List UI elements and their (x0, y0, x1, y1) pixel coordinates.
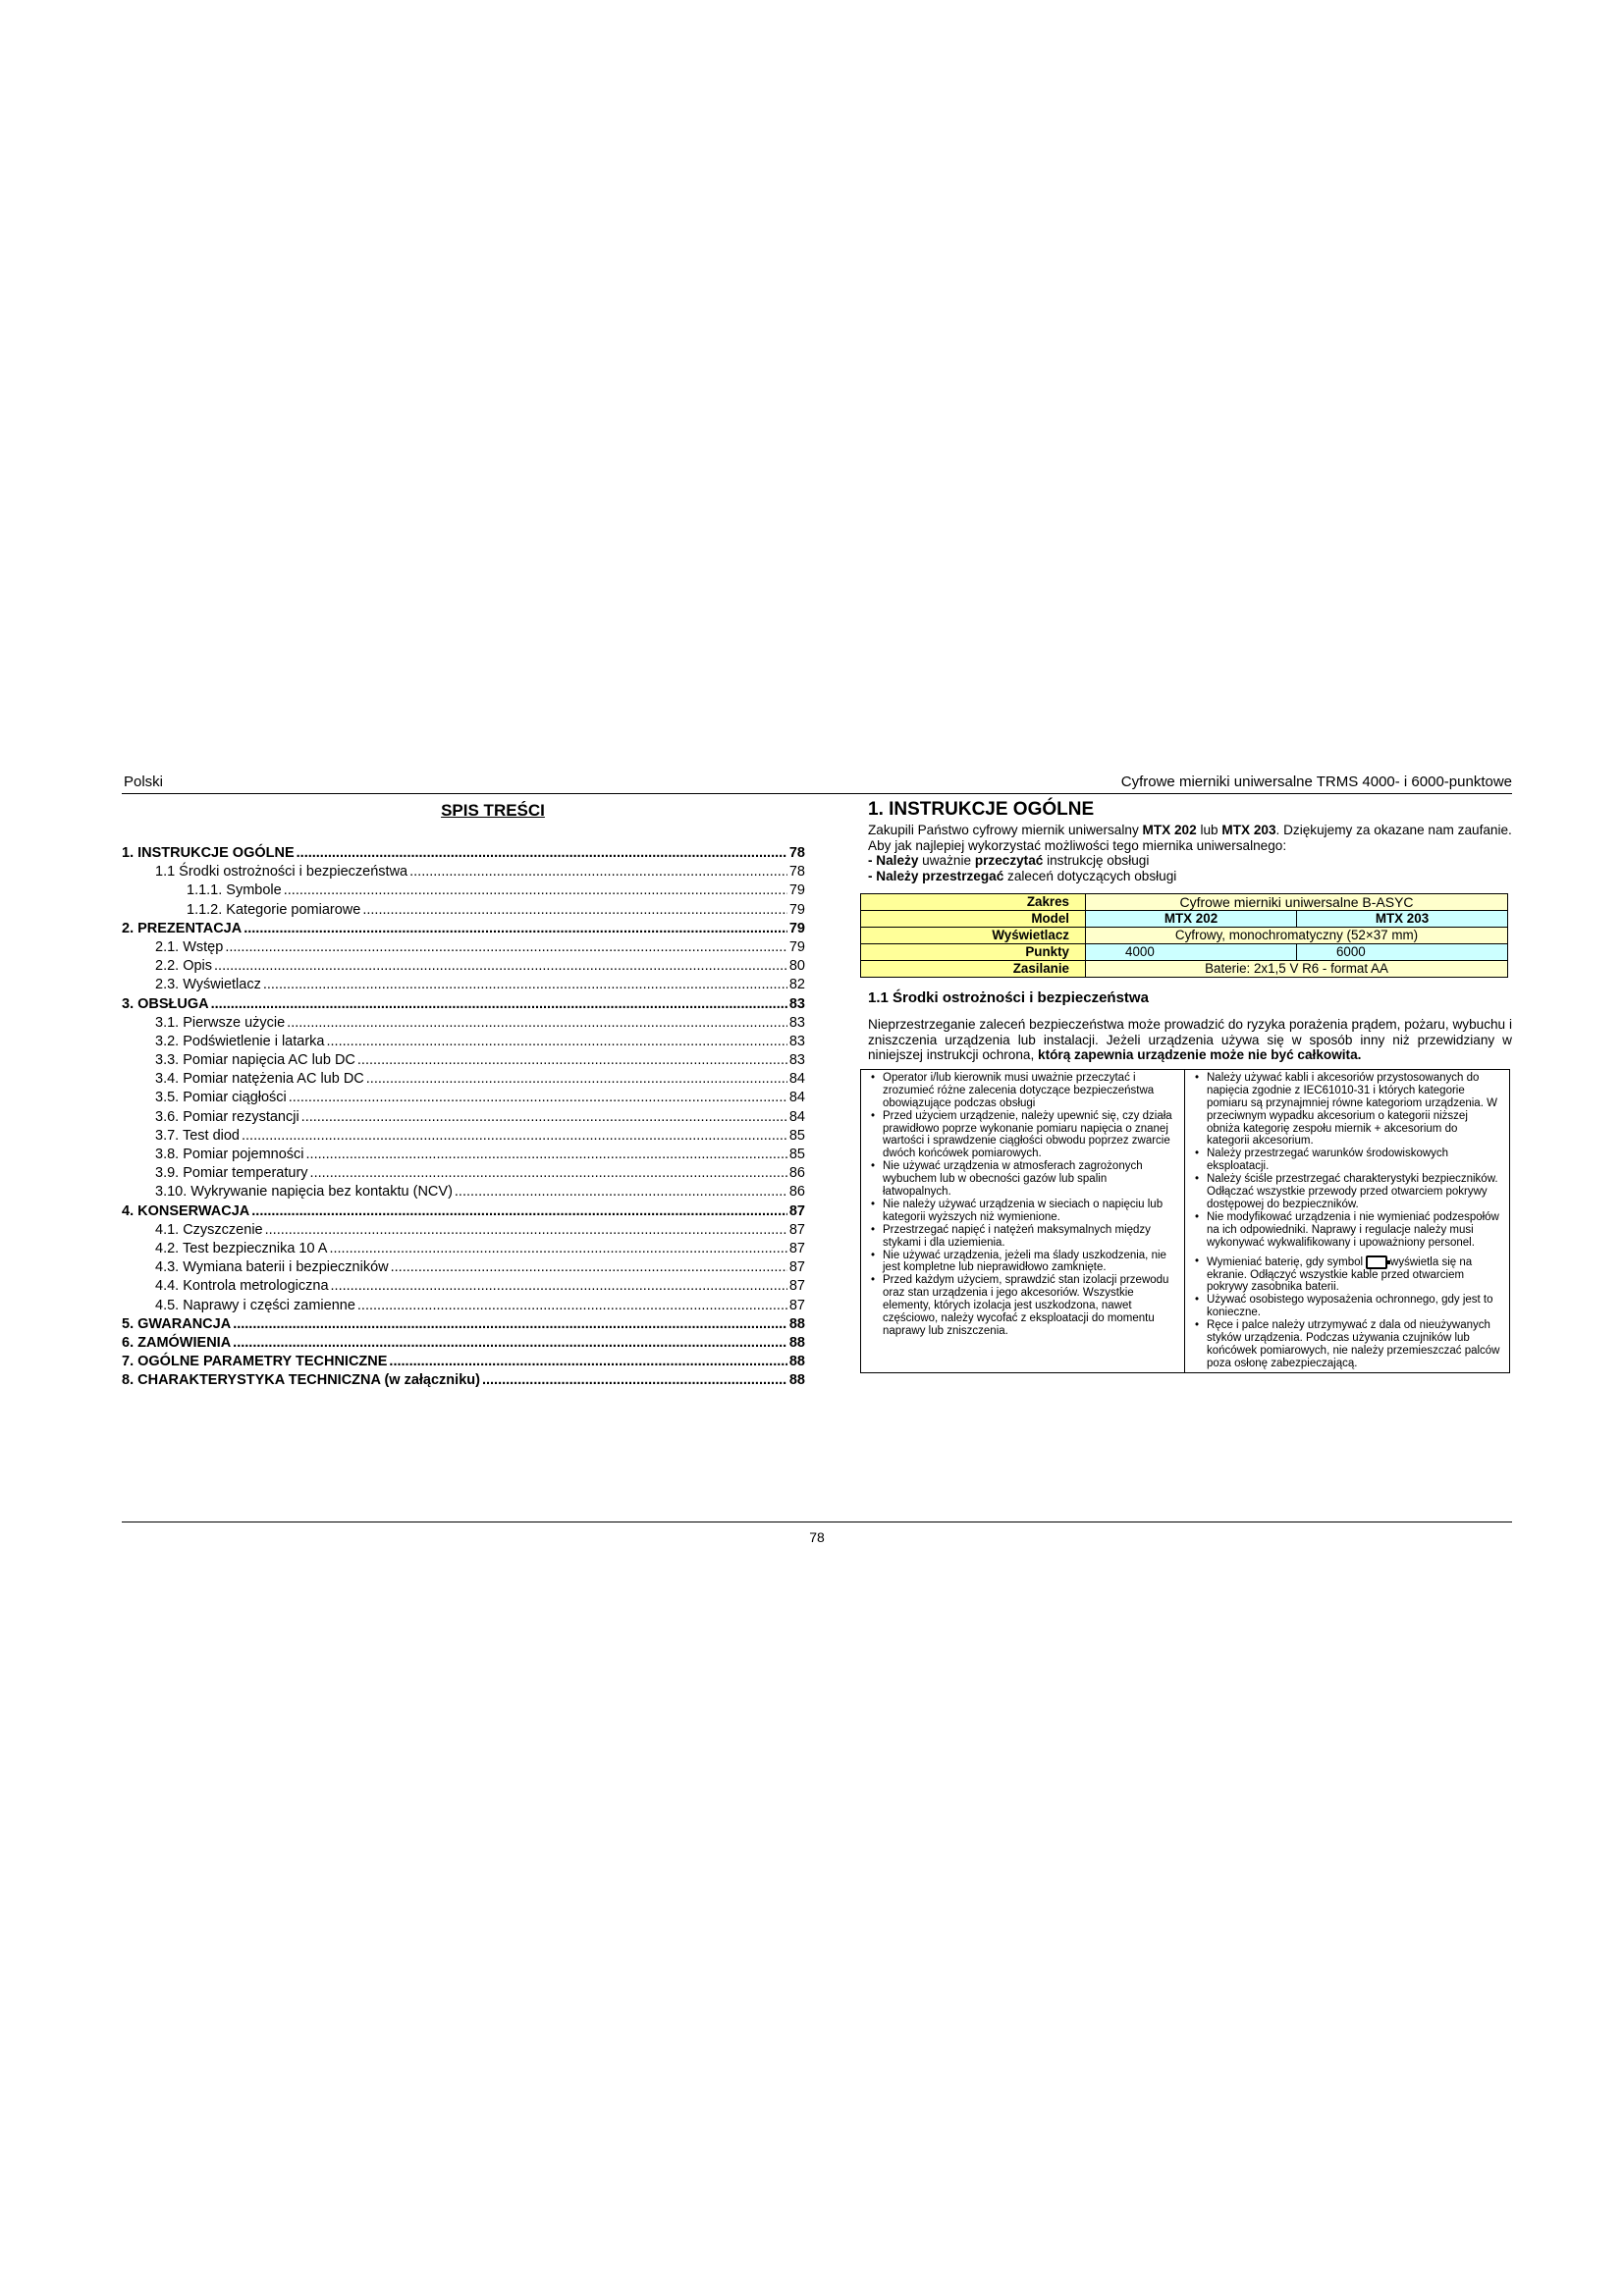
spec-label: Wyświetlacz (861, 928, 1086, 944)
toc-leader (327, 1033, 787, 1051)
list-item: • Nie używać urządzenia, jeżeli ma ślady uszkodzenia, nie jest kompletne lub nieprawidłowo zamknięte. (871, 1250, 1176, 1275)
toc-leader (233, 1334, 787, 1353)
toc-leader (211, 995, 787, 1014)
toc-entry[interactable] (122, 1315, 805, 1334)
spec-label: Zakres (861, 894, 1086, 911)
bullet-text: zaleceń dotyczących obsługi (1003, 868, 1177, 883)
list-item: • Ręce i palce należy utrzymywać z dala od nieużywanych styków urządzenia. Podczas używania czujników lub końcówek pomiarowych, nie należy przemieszczać palców poza osłonę zabezpieczającą. (1195, 1319, 1501, 1370)
safety-column-left (861, 1070, 1185, 1372)
toc-page: 84 (788, 1090, 805, 1106)
toc-leader (214, 957, 787, 976)
spec-value: 4000 (1086, 944, 1297, 961)
toc-entry[interactable] (122, 1146, 805, 1164)
toc-leader (289, 1089, 787, 1107)
toc-label: 3.6. Pomiar rezystancji (155, 1108, 299, 1125)
toc-label: 3.9. Pomiar temperatury (155, 1165, 308, 1182)
toc-page: 79 (788, 920, 805, 936)
toc-leader (306, 1146, 787, 1164)
toc-entry[interactable] (122, 881, 805, 900)
spec-table (860, 893, 1508, 978)
spec-value: MTX 202 (1086, 911, 1297, 928)
main-content (868, 799, 1512, 1373)
toc-page: 85 (788, 1147, 805, 1162)
toc-leader (301, 1108, 787, 1127)
list-item: • Nie należy używać urządzenia w sieciach o napięciu lub kategorii wyższych niż wymienione. (871, 1199, 1176, 1224)
table-of-contents (122, 799, 805, 1390)
toc-entry[interactable] (122, 920, 805, 938)
toc-page: 87 (788, 1259, 805, 1276)
toc-entry[interactable] (122, 1070, 805, 1089)
toc-leader (357, 1297, 787, 1315)
toc-leader (362, 901, 787, 920)
toc-entry[interactable] (122, 1277, 805, 1296)
toc-label: 4.1. Czyszczenie (155, 1221, 263, 1238)
intro-text: . Dziękujemy za okazane nam zaufanie. (1275, 823, 1512, 837)
toc-label: 2.3. Wyświetlacz (155, 977, 261, 993)
toc-label: 4.2. Test bezpiecznika 10 A (155, 1240, 328, 1256)
model-mtx203: MTX 203 (1221, 823, 1276, 837)
list-item: • Przestrzegać napięć i natężeń maksymalnych między stykami i dla uziemienia. (871, 1224, 1176, 1250)
section-1-title: 1. INSTRUKCJE OGÓLNE (868, 799, 1095, 820)
toc-leader (391, 1258, 787, 1277)
safety-intro-strong: którą zapewnia urządzenie może nie być całkowita. (1038, 1047, 1362, 1063)
list-item: • Należy używać kabli i akcesoriów przystosowanych do napięcia zgodnie z IEC61010-31 i których kategorie pomiaru są przynajmniej równe kategoriom urządzenia. W przeciwnym wypadku akcesorium o kategorii niższej obniża kategorię zespołu miernik + akcesorium do kategorii akcesorium. (1195, 1072, 1501, 1148)
toc-entry[interactable] (122, 1353, 805, 1371)
toc-leader (233, 1315, 787, 1334)
toc-leader (409, 863, 787, 881)
toc-page: 87 (788, 1297, 805, 1313)
list-item: • Należy przestrzegać warunków środowiskowych eksploatacji. (1195, 1148, 1501, 1173)
toc-leader (244, 920, 787, 938)
safety-list-right-b (1195, 1294, 1501, 1369)
spec-row-zasilanie (861, 961, 1508, 978)
toc-label: 6. ZAMÓWIENIA (122, 1334, 232, 1351)
safety-intro (868, 1017, 1512, 1063)
toc-leader (329, 1240, 786, 1258)
intro-bullet-1 (868, 853, 1512, 869)
toc-entry[interactable] (122, 863, 805, 881)
toc-leader (366, 1070, 787, 1089)
header-title: Cyfrowe mierniki uniwersalne TRMS 4000- i 6000-punktowe (1120, 774, 1512, 790)
toc-entry[interactable] (122, 976, 805, 994)
toc-leader (310, 1164, 787, 1183)
toc-label: 3.10. Wykrywanie napięcia bez kontaktu (NCV) (155, 1184, 453, 1201)
toc-entry[interactable] (122, 1183, 805, 1201)
spec-label: Zasilanie (861, 961, 1086, 978)
toc-leader (225, 938, 787, 957)
spec-value: Cyfrowe mierniki uniwersalne B-ASYC (1086, 894, 1508, 911)
toc-page: 84 (788, 1071, 805, 1088)
toc-entry[interactable] (122, 1127, 805, 1146)
list-item: • Należy ściśle przestrzegać charakterystyki bezpieczników. Odłączać wszystkie przewody przed otwarciem pokrywy dostępowej do bezpieczników. (1195, 1173, 1501, 1211)
toc-label: 3.4. Pomiar natężenia AC lub DC (155, 1071, 364, 1088)
toc-page: 87 (788, 1202, 805, 1219)
intro-paragraph-2: Aby jak najlepiej wykorzystać możliwości tego miernika uniwersalnego: (868, 837, 1287, 853)
toc-page: 88 (788, 1372, 805, 1389)
intro-bullet-2 (868, 869, 1512, 884)
toc-label: 3.5. Pomiar ciągłości (155, 1090, 287, 1106)
toc-list (122, 844, 805, 1390)
header-language: Polski (124, 774, 164, 790)
spec-value: MTX 203 (1296, 911, 1507, 928)
toc-entry[interactable] (122, 938, 805, 957)
list-item (1195, 1255, 1501, 1295)
toc-entry[interactable] (122, 844, 805, 863)
toc-leader (242, 1127, 787, 1146)
document-page (122, 770, 1512, 1555)
toc-entry[interactable] (122, 1371, 805, 1390)
safety-list-right-battery (1195, 1255, 1501, 1295)
bullet-text: instrukcję obsługi (1043, 853, 1150, 869)
toc-entry[interactable] (122, 1164, 805, 1183)
toc-page: 83 (788, 1014, 805, 1031)
list-item: • Nie używać urządzenia w atmosferach zagrożonych wybuchem lub w obecności gazów lub spalin łatwopalnych. (871, 1160, 1176, 1199)
toc-entry[interactable] (122, 901, 805, 920)
toc-label: 1.1 Środki ostrożności i bezpieczeństwa (155, 864, 408, 881)
battery-icon (1366, 1255, 1387, 1269)
list-item: • Operator i/lub kierownik musi uważnie przeczytać i zrozumieć różne zalecenia dotyczące bezpieczeństwa obowiązujące podczas obsługi (871, 1072, 1176, 1110)
toc-entry[interactable] (122, 1202, 805, 1221)
intro-text: lub (1196, 823, 1222, 837)
battery-text: wyświetla się na ekranie. Odłączyć wszystkie kable przed otwarciem pokrywy zasobnika baterii. (1207, 1255, 1473, 1294)
toc-page: 83 (788, 1052, 805, 1069)
toc-page: 78 (788, 845, 805, 861)
toc-label: 1.1.1. Symbole (187, 882, 282, 899)
toc-label: 2.1. Wstęp (155, 938, 224, 955)
bullet-text: uważnie (918, 853, 975, 869)
safety-intro-text: Nieprzestrzeganie zaleceń bezpieczeństwa może prowadzić do ryzyka porażenia prądem, pożaru, wybuchu i zniszczenia urządzenia lub instalacji. Jeżeli urządzenia używa się w sposób inny niż przewidziany w niniejszej instrukcji ochrona, (868, 1017, 1512, 1063)
toc-title: SPIS TREŚCI (441, 801, 545, 820)
safety-list-left (871, 1072, 1176, 1338)
toc-leader (251, 1202, 787, 1221)
toc-label: 3.1. Pierwsze użycie (155, 1014, 286, 1031)
toc-entry[interactable] (122, 1258, 805, 1277)
toc-label: 4.3. Wymiana baterii i bezpieczników (155, 1259, 389, 1276)
toc-leader (455, 1183, 787, 1201)
list-item: • Przed każdym użyciem, sprawdzić stan izolacji przewodu oraz stan urządzenia i jego akcesoriów. Wszystkie elementy, których izolacja jest uszkodzona, nawet częściowo, należy wycofać z eksploatacji do momentu naprawy lub zniszczenia. (871, 1274, 1176, 1338)
spec-label: Punkty (861, 944, 1086, 961)
toc-page: 84 (788, 1108, 805, 1125)
safety-list-right-a (1195, 1072, 1501, 1250)
toc-entry[interactable] (122, 1108, 805, 1127)
toc-label: 1. INSTRUKCJE OGÓLNE (122, 845, 295, 861)
spec-value: Cyfrowy, monochromatyczny (52×37 mm) (1086, 928, 1508, 944)
toc-entry[interactable] (122, 1297, 805, 1315)
toc-leader (357, 1051, 787, 1070)
safety-column-right (1185, 1070, 1509, 1372)
toc-page: 83 (788, 1033, 805, 1049)
model-mtx202: MTX 202 (1142, 823, 1197, 837)
toc-leader (265, 1221, 787, 1240)
battery-text: Wymieniać baterię, gdy symbol (1207, 1255, 1364, 1268)
spec-row-wyswietlacz (861, 928, 1508, 944)
toc-label: 5. GWARANCJA (122, 1315, 232, 1332)
toc-page: 87 (788, 1278, 805, 1295)
list-item: • Używać osobistego wyposażenia ochronnego, gdy jest to konieczne. (1195, 1294, 1501, 1319)
spec-row-punkty (861, 944, 1508, 961)
toc-page: 79 (788, 901, 805, 918)
toc-page: 86 (788, 1165, 805, 1182)
toc-entry[interactable] (122, 957, 805, 976)
toc-label: 4.4. Kontrola metrologiczna (155, 1278, 329, 1295)
toc-page: 83 (788, 995, 805, 1012)
toc-entry[interactable] (122, 1089, 805, 1107)
toc-label: 3.7. Test diod (155, 1127, 240, 1144)
toc-page: 88 (788, 1315, 805, 1332)
toc-leader (297, 844, 787, 863)
toc-leader (482, 1371, 787, 1390)
spec-value: 6000 (1296, 944, 1507, 961)
toc-label: 2. PREZENTACJA (122, 920, 243, 936)
list-item: • Przed użyciem urządzenie, należy upewnić się, czy działa prawidłowo poprze wykonanie pomiaru napięcia o znanej wartości i sprawdzenie ciągłości obwodu poprzez zwarcie dwóch końcówek pomiarowych. (871, 1110, 1176, 1161)
spec-row-model (861, 911, 1508, 928)
toc-page: 78 (788, 864, 805, 881)
section-1-1-title: 1.1 Środki ostrożności i bezpieczeństwa (868, 989, 1149, 1007)
spec-row-zakres (861, 894, 1508, 911)
page-header (122, 770, 1512, 793)
toc-page: 79 (788, 882, 805, 899)
toc-page: 80 (788, 958, 805, 975)
toc-entry[interactable] (122, 1051, 805, 1070)
toc-label: 3.2. Podświetlenie i latarka (155, 1033, 325, 1049)
header-rule (122, 793, 1512, 794)
toc-label: 3.3. Pomiar napięcia AC lub DC (155, 1052, 355, 1069)
toc-label: 7. OGÓLNE PARAMETRY TECHNICZNE (122, 1354, 388, 1370)
toc-entry[interactable] (122, 995, 805, 1014)
safety-box (860, 1069, 1510, 1373)
toc-entry[interactable] (122, 1014, 805, 1033)
toc-page: 79 (788, 938, 805, 955)
toc-page: 87 (788, 1221, 805, 1238)
toc-leader (389, 1353, 786, 1371)
toc-leader (263, 976, 787, 994)
bullet-strong: - Należy (868, 853, 919, 869)
toc-label: 3. OBSŁUGA (122, 995, 209, 1012)
toc-page: 85 (788, 1127, 805, 1144)
toc-page: 88 (788, 1354, 805, 1370)
toc-entry[interactable] (122, 1221, 805, 1240)
toc-page: 88 (788, 1334, 805, 1351)
toc-label: 1.1.2. Kategorie pomiarowe (187, 901, 361, 918)
toc-entry[interactable] (122, 1240, 805, 1258)
bullet-strong: przeczytać (974, 853, 1044, 869)
bullet-strong: - Należy przestrzegać (868, 868, 1004, 883)
spec-value: Baterie: 2x1,5 V R6 - format AA (1086, 961, 1508, 978)
toc-page: 86 (788, 1184, 805, 1201)
section-1-intro (868, 823, 1512, 883)
list-item: • Nie modyfikować urządzenia i nie wymieniać podzespołów na ich odpowiedniki. Naprawy i regulacje należy musi wykonywać wykwalifikowany i upoważniony personel. (1195, 1211, 1501, 1250)
toc-label: 4. KONSERWACJA (122, 1202, 250, 1219)
spec-label: Model (861, 911, 1086, 928)
intro-paragraph (868, 823, 1512, 838)
toc-label: 8. CHARAKTERYSTYKA TECHNICZNA (w załączniku) (122, 1372, 480, 1389)
toc-entry[interactable] (122, 1033, 805, 1051)
toc-entry[interactable] (122, 1334, 805, 1353)
toc-page: 82 (788, 977, 805, 993)
page-number: 78 (809, 1529, 825, 1545)
toc-leader (284, 881, 787, 900)
toc-leader (287, 1014, 787, 1033)
toc-leader (331, 1277, 787, 1296)
toc-label: 3.8. Pomiar pojemności (155, 1147, 304, 1162)
toc-label: 2.2. Opis (155, 958, 213, 975)
toc-page: 87 (788, 1240, 805, 1256)
toc-label: 4.5. Naprawy i części zamienne (155, 1297, 355, 1313)
intro-text: Zakupili Państwo cyfrowy miernik uniwersalny (868, 823, 1143, 837)
